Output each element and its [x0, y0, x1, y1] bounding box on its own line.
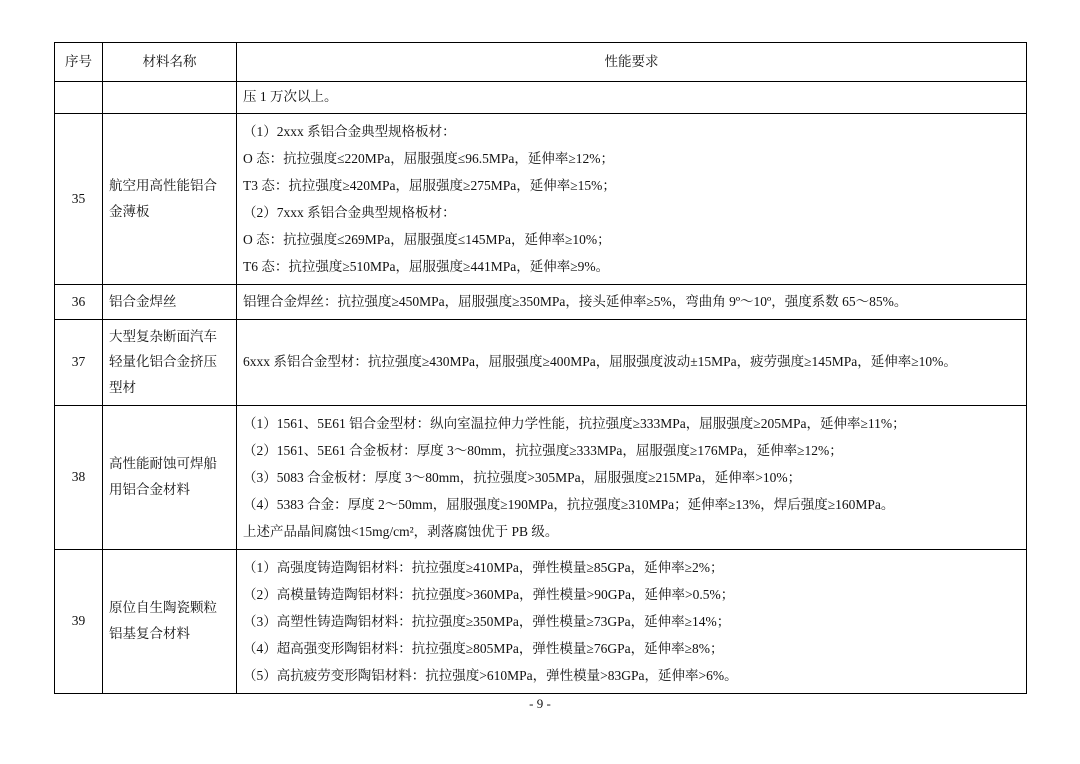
table-row [55, 82, 1027, 114]
requirement-line: O 态：抗拉强度≤220MPa，屈服强度≤96.5MPa，延伸率≥12%； [243, 150, 614, 166]
requirement-line: （1）高强度铸造陶铝材料：抗拉强度≥410MPa，弹性模量≥85GPa，延伸率≥2%； [243, 559, 724, 575]
cell-performance [237, 113, 1027, 284]
requirement-line: （2）高模量铸造陶铝材料：抗拉强度>360MPa，弹性模量>90GPa，延伸率>0.5%； [243, 586, 735, 602]
cell-no: 36 [55, 284, 103, 319]
table-row [55, 284, 1027, 319]
requirement-line: O 态：抗拉强度≤269MPa，屈服强度≤145MPa，延伸率≥10%； [243, 231, 611, 247]
requirement-line: （1）2xxx 系铝合金典型规格板材： [243, 123, 456, 139]
column-header-no: 序号 [55, 43, 103, 82]
cell-no: 38 [55, 405, 103, 549]
cell-no [55, 82, 103, 114]
cell-material-name [103, 82, 237, 114]
page-number: - 9 - [529, 696, 551, 711]
requirement-line: （4）超高强变形陶铝材料：抗拉强度≥805MPa，弹性模量≥76GPa，延伸率≥8%； [243, 640, 724, 656]
requirement-line: （2）1561、5E61 合金板材：厚度 3～80mm，抗拉强度≥333MPa，屈服强度≥176MPa，延伸率≥12%； [243, 442, 843, 458]
column-header-performance: 性能要求 [237, 43, 1027, 82]
cell-performance [237, 319, 1027, 405]
requirement-line: （5）高抗疲劳变形陶铝材料：抗拉强度>610MPa，弹性模量>83GPa，延伸率>6%。 [243, 667, 738, 683]
cell-material-name: 高性能耐蚀可焊船用铝合金材料 [103, 405, 237, 549]
table-body [55, 82, 1027, 694]
table-row [55, 549, 1027, 693]
cell-material-name: 铝合金焊丝 [103, 284, 237, 319]
cell-performance [237, 82, 1027, 114]
specification-table [54, 42, 1027, 694]
table-header [55, 43, 1027, 82]
requirement-line: 铝锂合金焊丝：抗拉强度≥450MPa，屈服强度≥350MPa，接头延伸率≥5%，弯曲角 9º～10º，强度系数 65～85%。 [243, 293, 908, 309]
cell-no: 39 [55, 549, 103, 693]
requirement-line: （3）5083 合金板材：厚度 3～80mm，抗拉强度>305MPa，屈服强度≥215MPa，延伸率>10%； [243, 469, 802, 485]
requirement-line: （3）高塑性铸造陶铝材料：抗拉强度≥350MPa，弹性模量≥73GPa，延伸率≥14%； [243, 613, 731, 629]
cell-material-name: 大型复杂断面汽车轻量化铝合金挤压型材 [103, 319, 237, 405]
requirement-line: T6 态：抗拉强度≥510MPa，屈服强度≥441MPa，延伸率≥9%。 [243, 258, 610, 274]
cell-performance [237, 284, 1027, 319]
requirement-line: （2）7xxx 系铝合金典型规格板材： [243, 204, 456, 220]
cell-performance [237, 549, 1027, 693]
requirement-line: 压 1 万次以上。 [243, 89, 338, 104]
column-header-material-name: 材料名称 [103, 43, 237, 82]
table-row [55, 113, 1027, 284]
table-row [55, 319, 1027, 405]
cell-no: 37 [55, 319, 103, 405]
requirement-line: T3 态：抗拉强度≥420MPa，屈服强度≥275MPa，延伸率≥15%； [243, 177, 616, 193]
cell-no: 35 [55, 113, 103, 284]
requirement-line: （1）1561、5E61 铝合金型材：纵向室温拉伸力学性能，抗拉强度≥333MPa，屈服强度≥205MPa，延伸率≥11%； [243, 415, 906, 431]
table-header-row [55, 43, 1027, 82]
cell-material-name: 航空用高性能铝合金薄板 [103, 113, 237, 284]
table-row [55, 405, 1027, 549]
cell-performance [237, 405, 1027, 549]
requirement-line: 6xxx 系铝合金型材：抗拉强度≥430MPa，屈服强度≥400MPa，屈服强度波动±15MPa，疲劳强度≥145MPa，延伸率≥10%。 [243, 354, 957, 370]
cell-material-name: 原位自生陶瓷颗粒铝基复合材料 [103, 549, 237, 693]
requirement-line: 上述产品晶间腐蚀<15mg/cm²，剥落腐蚀优于 PB 级。 [243, 523, 559, 539]
requirement-line: （4）5383 合金：厚度 2～50mm，屈服强度≥190MPa，抗拉强度≥310MPa；延伸率≥13%，焊后强度≥160MPa。 [243, 496, 895, 512]
